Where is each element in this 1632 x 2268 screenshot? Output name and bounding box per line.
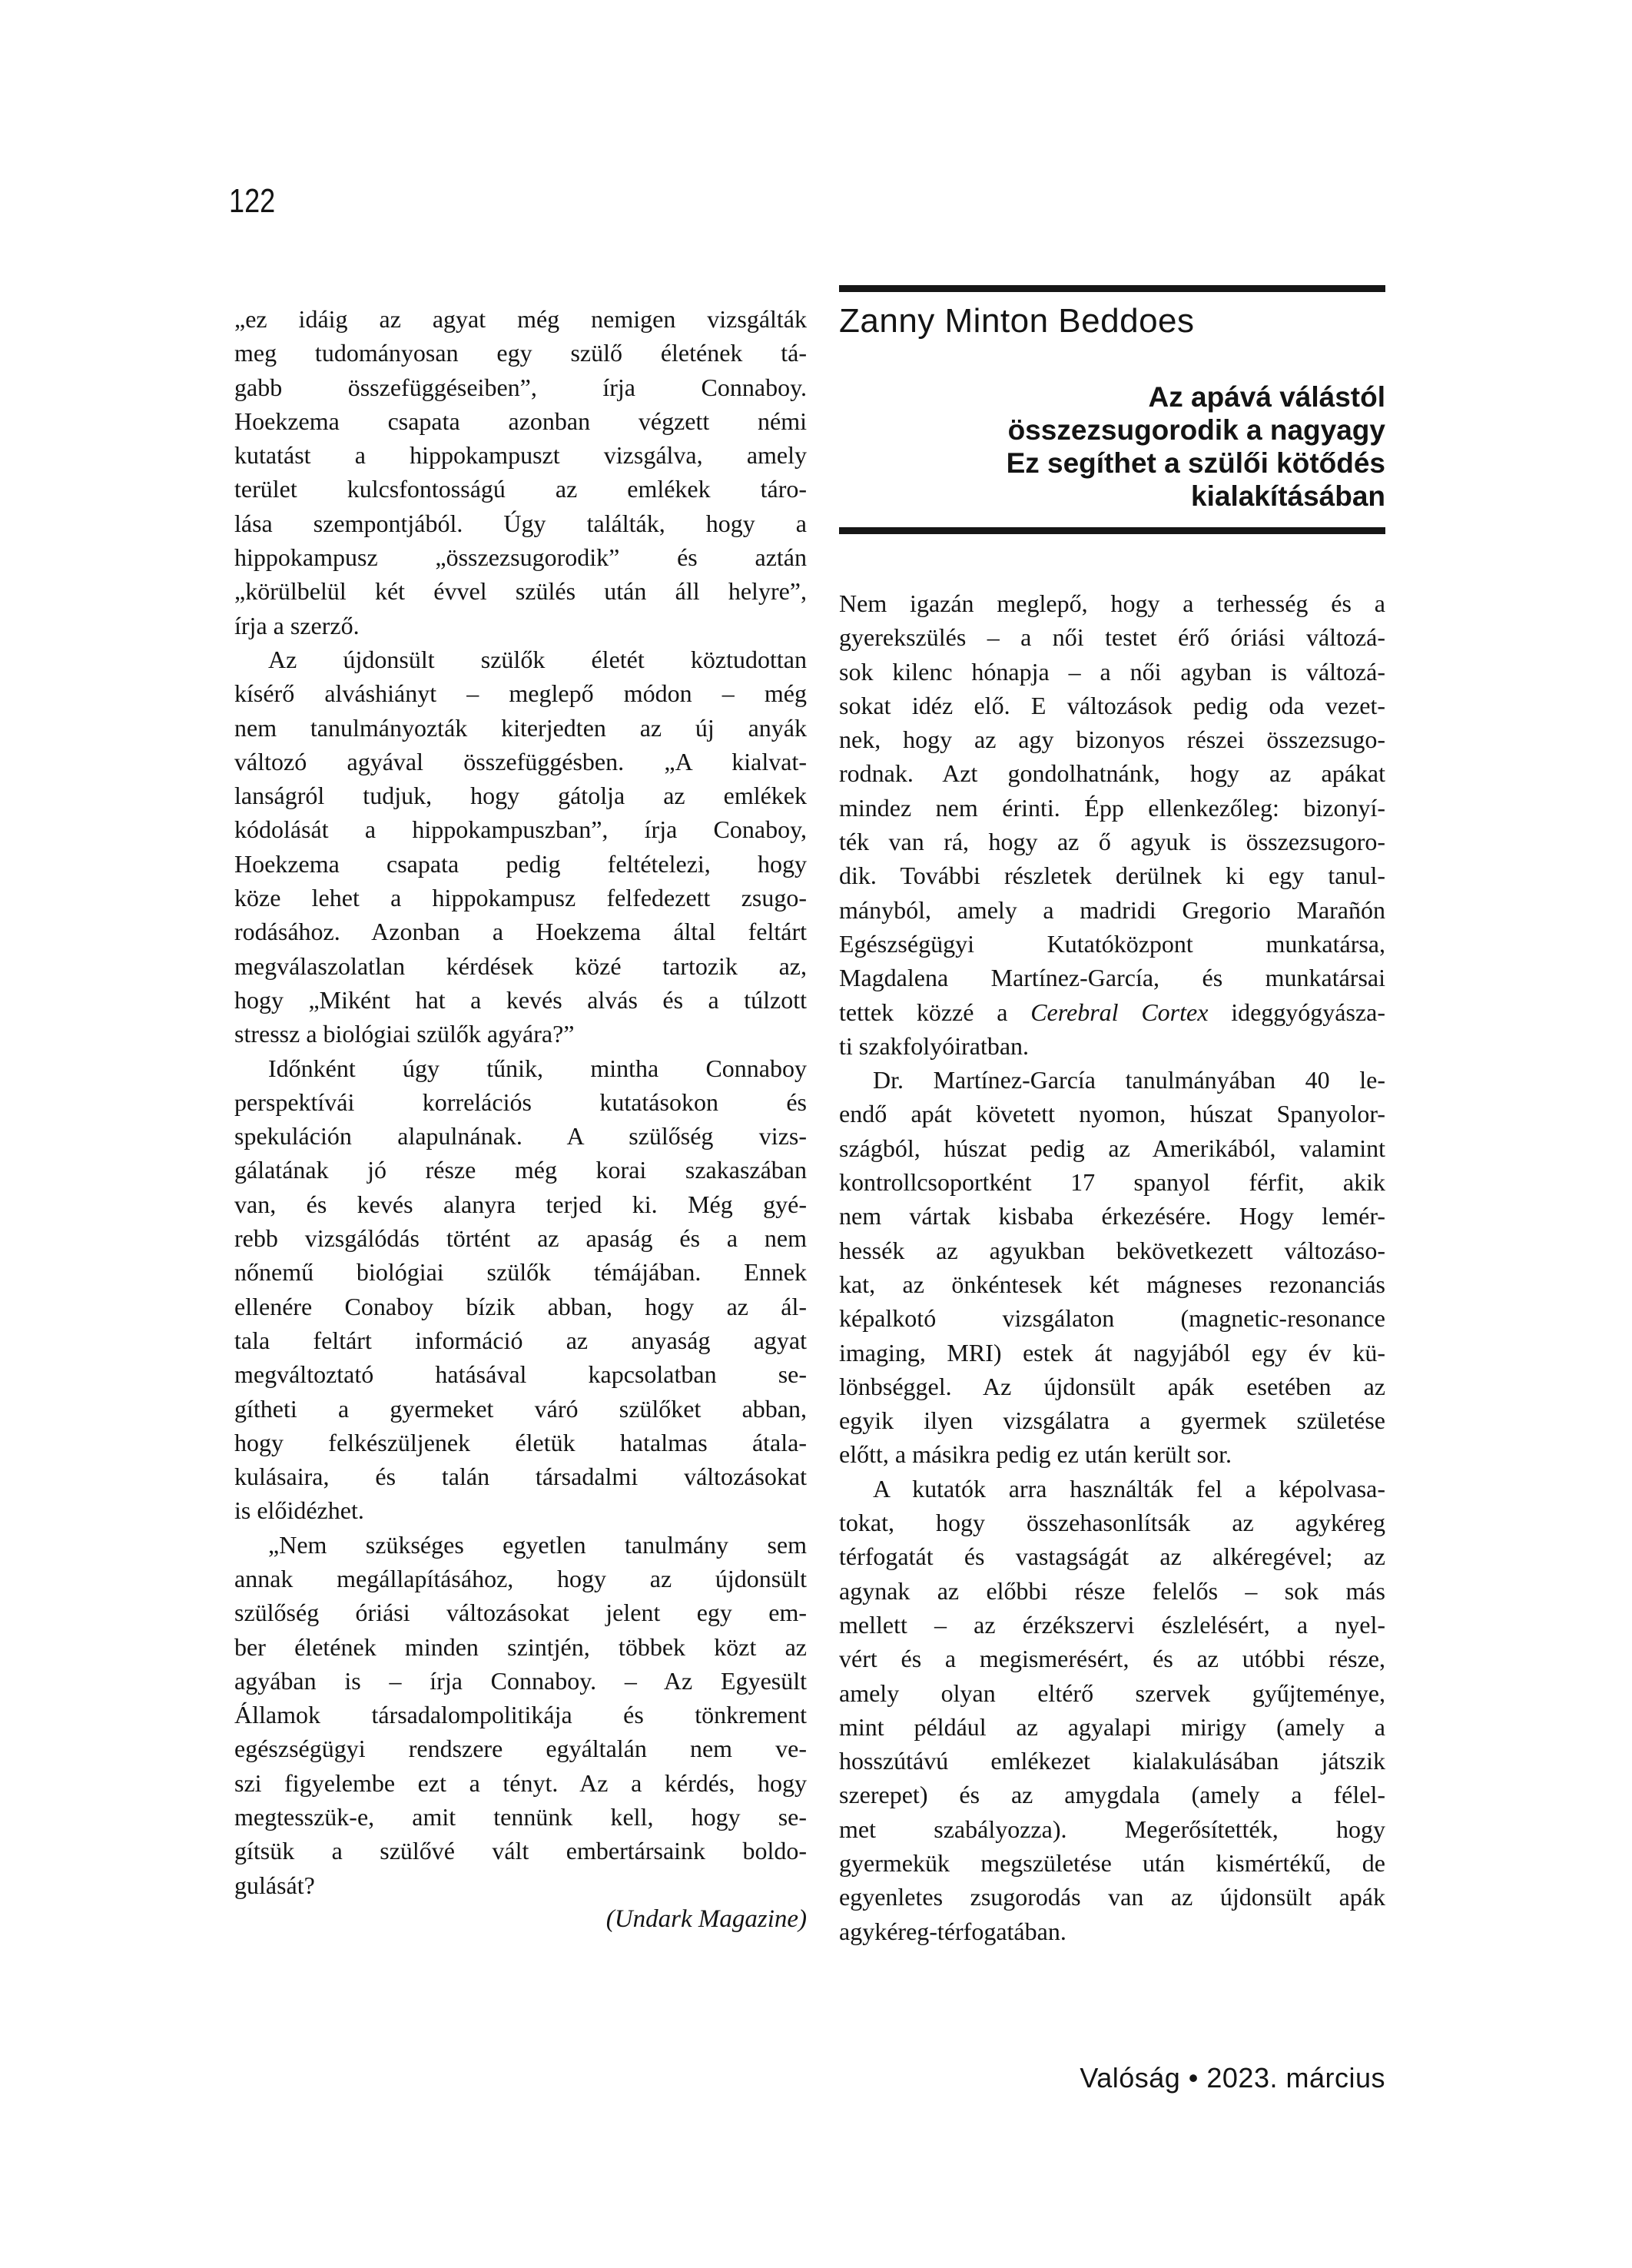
text-line: kódolását a hippokampuszban”, írja Conaboy, [234, 815, 807, 844]
article-author: Zanny Minton Beddoes [839, 302, 1195, 340]
text-line: gyerekszülés – a női testet érő óriási változá- [839, 623, 1385, 652]
text-line: egyik ilyen vizsgálatra a gyermek születése [839, 1406, 1385, 1435]
title-line: Ez segíthet a szülői kötődés [1006, 447, 1385, 479]
right-column [839, 285, 1385, 1948]
title-line: összezsugorodik a nagyagy [1007, 414, 1385, 446]
text-line: rodnak. Azt gondolhatnánk, hogy az apákat [839, 759, 1385, 788]
text-line: gítsük a szülővé vált embertársaink boldo- [234, 1837, 807, 1865]
header-rule-top [839, 285, 1385, 292]
text-line: „Nem szükséges egyetlen tanulmány sem [268, 1530, 807, 1559]
text-line: amely olyan eltérő szervek gyűjteménye, [839, 1679, 1385, 1707]
text-line: spekuláción alapulnának. A szülőség vizs- [234, 1122, 807, 1151]
text-line: gítheti a gyermeket váró szülőket abban, [234, 1394, 807, 1423]
text-line: egészségügyi rendszere egyáltalán nem ve- [234, 1735, 807, 1763]
text-line: ellenére Conaboy bízik abban, hogy az ál- [234, 1292, 807, 1320]
text-line: mindez nem érinti. Épp ellenkezőleg: bizonyí- [839, 793, 1385, 822]
text-line: van, és kevés alanyra terjed ki. Még gyé- [234, 1190, 807, 1218]
left-column-text [234, 302, 807, 1902]
text-line: is előidézhet. [234, 1496, 364, 1525]
text-line: nek, hogy az agy bizonyos részei összezsugo- [839, 726, 1385, 754]
text-line: hogy „Miként hat a kevés alvás és a túlzott [234, 985, 807, 1014]
left-column [234, 302, 807, 1936]
text-line: kutatást a hippokampuszt vizsgálva, amely [234, 441, 807, 470]
text-line: Nem igazán meglepő, hogy a terhesség és a [839, 589, 1385, 617]
text-line: megválaszolatlan kérdések közé tartozik az, [234, 951, 807, 980]
paragraph [234, 643, 807, 1051]
text-line: mint például az agyalapi mirigy (amely a [839, 1712, 1385, 1741]
text-line: hogy felkészüljenek életük hatalmas átala- [234, 1428, 807, 1456]
text-line: Magdalena Martínez-García, és munkatársai [839, 964, 1385, 992]
text-line: agynak az előbbi része felelős – sok más [839, 1576, 1385, 1605]
text-line: Hoekzema csapata pedig feltételezi, hogy [234, 849, 807, 878]
text-line: kísérő alváshiányt – meglepő módon – még [234, 679, 807, 708]
text-line: lanságról tudjuk, hogy gátolja az emlékek [234, 782, 807, 810]
text-line: nem tanulmányozták kiterjedten az új anyák [234, 713, 807, 742]
text-line: kulásaira, és talán társadalmi változásokat [234, 1463, 807, 1491]
text-line: mellett – az érzékszervi észlelésért, a nyel- [839, 1610, 1385, 1639]
text-line: Államok társadalompolitikája és tönkrement [234, 1701, 807, 1729]
text-line: lása szempontjából. Úgy találták, hogy a [234, 509, 807, 537]
text-line: meg tudományosan egy szülő életének tá- [234, 339, 807, 367]
journal-footer: Valóság • 2023. március [1080, 2062, 1385, 2094]
text-line: agykéreg-térfogatában. [839, 1917, 1066, 1945]
text-line: annak megállapításához, hogy az újdonsült [234, 1564, 807, 1592]
text-line: kat, az önkéntesek két mágneses rezonanciás [839, 1270, 1385, 1298]
text-line: szülőség óriási változásokat jelent egy em- [234, 1599, 807, 1627]
source-attribution: (Undark Magazine) [605, 1904, 807, 1933]
paragraph [234, 1528, 807, 1902]
text-line: hessék az agyukban bekövetkezett változáso- [839, 1236, 1385, 1264]
text-line: Dr. Martínez-García tanulmányában 40 le- [873, 1066, 1385, 1094]
paragraph [234, 1051, 807, 1528]
text-line: előtt, a másikra pedig ez után került sor. [839, 1440, 1232, 1469]
text-line: rebb vizsgálódás történt az apaság és a nem [234, 1224, 807, 1253]
right-column-text [839, 586, 1385, 1948]
text-line: Időnként úgy tűnik, mintha Connaboy [268, 1054, 807, 1082]
paragraph [839, 586, 1385, 1063]
text-line: sokat idéz elő. E változások pedig oda vezet- [839, 691, 1385, 719]
text-line: stressz a biológiai szülők agyára?” [234, 1020, 575, 1048]
text-line: Hoekzema csapata azonban végzett némi [234, 407, 807, 435]
text-line: tokat, hogy összehasonlítsák az agykéreg [839, 1509, 1385, 1537]
text-line: Egészségügyi Kutatóközpont munkatársa, [839, 929, 1385, 958]
text-line: imaging, MRI) estek át nagyjából egy év kü- [839, 1338, 1385, 1366]
article-title [839, 380, 1385, 513]
text-line: megváltoztató hatásával kapcsolatban se- [234, 1360, 807, 1389]
text-line: endő apát követett nyomon, húszat Spanyolor- [839, 1100, 1385, 1128]
text-line: megtesszük-e, amit tennünk kell, hogy se- [234, 1803, 807, 1831]
text-line: „ez idáig az agyat még nemigen vizsgálták [234, 305, 807, 333]
text-line: hippokampusz „összezsugorodik” és aztán [234, 543, 807, 572]
text-line: mányból, amely a madridi Gregorio Marañón [839, 895, 1385, 924]
text-line: gálatának jó része még korai szakaszában [234, 1156, 807, 1184]
text-line: szágból, húszat pedig az Amerikából, valamint [839, 1134, 1385, 1162]
title-line: Az apává válástól [1148, 381, 1385, 413]
text-line: agyában is – írja Connaboy. – Az Egyesült [234, 1666, 807, 1695]
paragraph [234, 302, 807, 643]
text-line: tala feltárt információ az anyaság agyat [234, 1326, 807, 1354]
text-line: köze lehet a hippokampusz felfedezett zsugo- [234, 884, 807, 912]
text-line: gyermekük megszületése után kismértékű, de [839, 1848, 1385, 1877]
text-line: szerepet) és az amygdala (amely a félel- [839, 1781, 1385, 1809]
text-line: egyenletes zsugorodás van az újdonsült apák [839, 1883, 1385, 1911]
text-line: gulását? [234, 1871, 315, 1899]
text-line: kontrollcsoportként 17 spanyol férfit, akik [839, 1168, 1385, 1197]
text-line: perspektívái korrelációs kutatásokon és [234, 1088, 807, 1116]
text-line: nem vártak kisbaba érkezésére. Hogy lemér- [839, 1202, 1385, 1230]
text-line: szi figyelembe ezt a tényt. Az a kérdés, hogy [234, 1768, 807, 1797]
text-line: ti szakfolyóiratban. [839, 1031, 1030, 1060]
text-line: sok kilenc hónapja – a női agyban is változá- [839, 657, 1385, 686]
paragraph [839, 1063, 1385, 1472]
text-line: „körülbelül két évvel szülés után áll helyre”, [234, 577, 807, 606]
text-line: lönbséggel. Az újdonsült apák esetében az [839, 1372, 1385, 1400]
text-line: változó agyával összefüggésben. „A kialvat- [234, 747, 807, 775]
text-line: dik. További részletek derülnek ki egy tanul- [839, 862, 1385, 890]
page-number: 122 [229, 182, 276, 220]
text-line: A kutatók arra használták fel a képolvasa- [873, 1474, 1385, 1503]
header-rule-bottom [839, 527, 1385, 534]
title-line: kialakításában [1191, 480, 1385, 512]
text-line: hosszútávú emlékezet kialakulásában játszik [839, 1747, 1385, 1775]
text-line: írja a szerző. [234, 611, 360, 639]
text-line: ber életének minden szintjén, többek közt az [234, 1632, 807, 1661]
text-line: tettek közzé a Cerebral Cortex ideggyógyásza- [839, 998, 1386, 1026]
text-line: képalkotó vizsgálaton (magnetic-resonance [839, 1304, 1385, 1333]
paragraph [839, 1472, 1385, 1948]
text-line: met szabályozza). Megerősítették, hogy [839, 1815, 1385, 1843]
text-line: gabb összefüggéseiben”, írja Connaboy. [234, 373, 807, 401]
text-line: rodásához. Azonban a Hoekzema által feltárt [234, 918, 807, 946]
text-line: vért és a megismerésért, és az utóbbi része, [839, 1645, 1385, 1673]
text-line: nőnemű biológiai szülők témájában. Ennek [234, 1258, 807, 1287]
text-line: ték van rá, hogy az ő agyuk is összezsugoro- [839, 828, 1385, 856]
text-line: térfogatát és vastagságát az alkéregével; az [839, 1542, 1385, 1571]
text-line: terület kulcsfontosságú az emlékek táro- [234, 475, 807, 503]
text-line: Az újdonsült szülők életét köztudottan [268, 645, 807, 673]
